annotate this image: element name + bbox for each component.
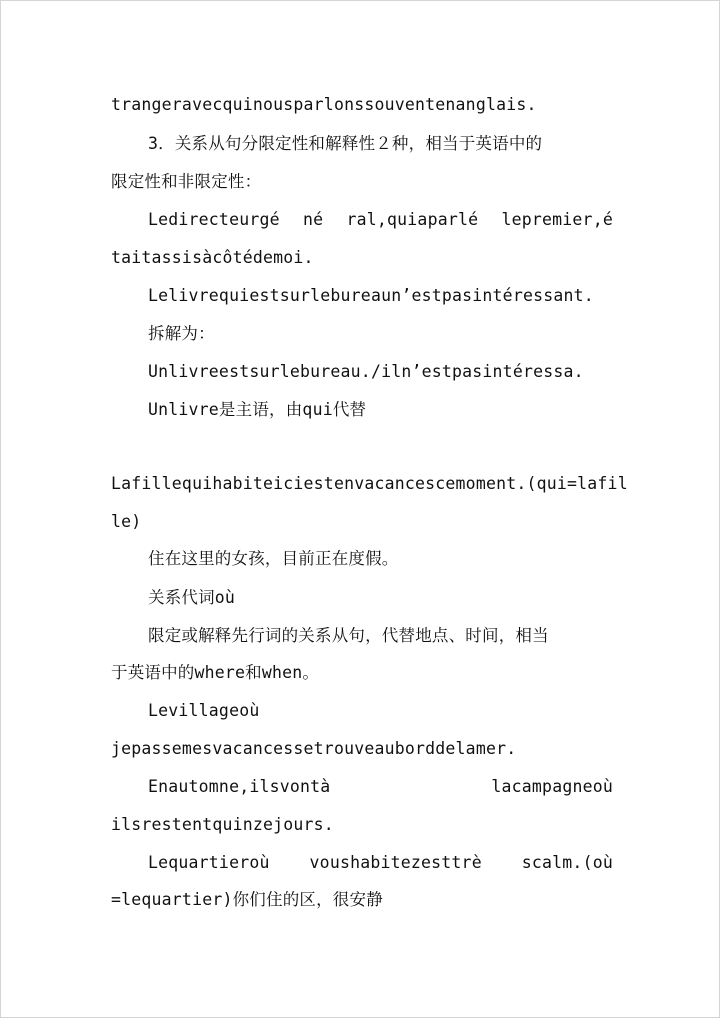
text-segment: Lequartieroù [148,853,270,872]
text-line-7: 拆解为： [148,324,215,343]
text-line-15: 于英语中的where和when。 [111,663,320,682]
text-line-20 [148,851,613,875]
text-segment: lacampagneoù [491,777,613,796]
text-line-12: 住在这里的女孩，目前正在度假。 [148,549,399,568]
text-segment: ral,quiaparlé [346,210,479,229]
text-line-3: 限定性和非限定性： [111,172,262,191]
text-segment: Ledirecteurgé [148,210,280,229]
text-line-5: taitassisàcôtédemoi. [111,248,314,267]
text-line-13: 关系代词où [148,588,236,607]
text-segment: scalm.(où [521,853,613,872]
text-line-9: Unlivre是主语，由qui代替 [148,400,367,419]
text-line-1: trangeravecquinousparlonssouventenanglais. [111,95,537,114]
text-segment: né [302,210,324,229]
text-line-8: Unlivreestsurlebureau./iln’estpasintéressa. [148,362,584,381]
text-segment: voushabitezesttrè [309,853,482,872]
text-line-2: 3．关系从句分限定性和解释性２种，相当于英语中的 [148,134,543,153]
text-segment: lepremier,é [501,210,613,229]
text-line-11: le) [111,512,142,531]
text-line-4 [148,208,613,232]
text-line-17: jepassemesvacancessetrouveauborddelamer. [111,739,517,758]
text-line-14: 限定或解释先行词的关系从句，代替地点、时间，相当 [148,626,549,645]
text-line-6: Lelivrequiestsurlebureaun’estpasintéressant. [148,286,594,305]
text-line-10: Lafillequihabiteiciestenvacancescemoment.(qui=lafil [111,474,628,493]
text-line-19: ilsrestentquinzejours. [111,815,334,834]
text-line-16: Levillageoù [148,701,260,720]
text-segment: Enautomne,ilsvontà [148,777,331,796]
text-line-21: =lequartier)你们住的区，很安静 [111,890,383,909]
text-line-18 [148,775,613,799]
